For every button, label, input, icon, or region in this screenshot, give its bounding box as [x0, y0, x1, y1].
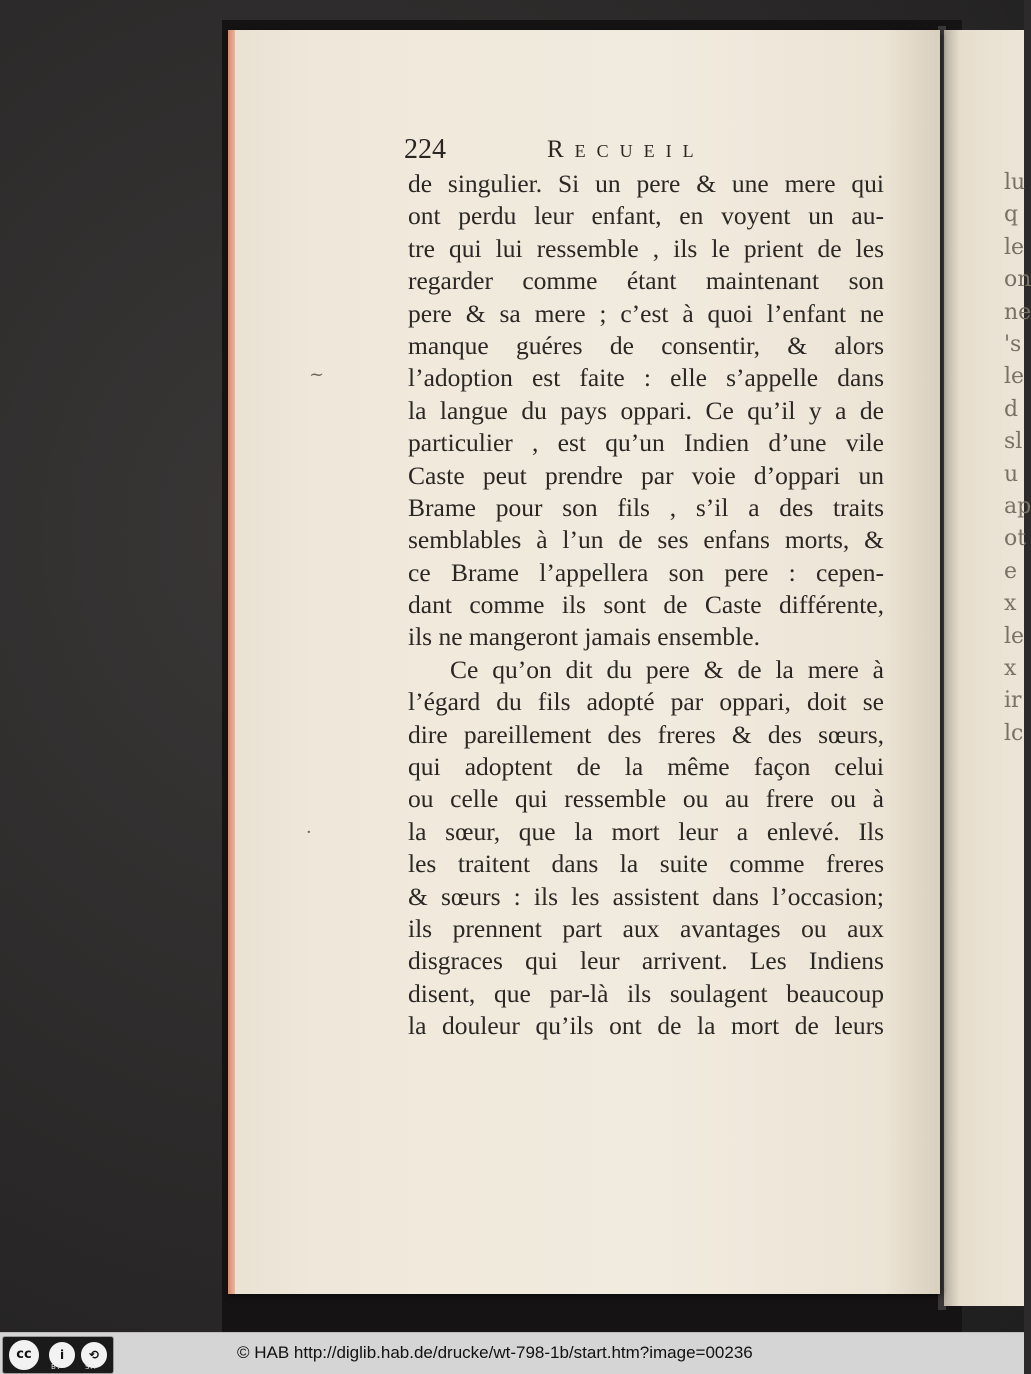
facing-page-fragment: le: [1004, 234, 1025, 260]
facing-page-fragment: ne: [1004, 299, 1031, 325]
facing-page-fragment: u: [1004, 461, 1019, 487]
page-number: 224: [404, 134, 446, 165]
facing-page-fragment: x: [1004, 591, 1017, 617]
text-line: tre qui lui ressemble , ils le prient de les: [408, 233, 884, 263]
text-line: la sœur, que la mort leur a enlevé. Ils: [408, 816, 884, 846]
text-line: Ce qu’on dit du pere & de la mere à: [450, 654, 884, 684]
facing-page-fragment: lu: [1004, 170, 1026, 195]
facing-page-fragment: le: [1004, 623, 1025, 649]
text-line: Caste peut prendre par voie d’oppari un: [408, 460, 884, 490]
facing-page-fragment: x: [1004, 656, 1017, 681]
facing-page-fragment: on: [1004, 267, 1031, 293]
text-line: disgraces qui leur arrivent. Les Indiens: [408, 946, 884, 976]
text-line: Brame pour son fils , s’il a des traits: [408, 492, 884, 522]
text-line: particulier , est qu’un Indien d’une vile: [408, 428, 884, 458]
text-line: la langue du pays oppari. Ce qu’il y a de: [408, 395, 884, 425]
text-line: ce Brame l’appellera son pere : cepen-: [408, 557, 884, 587]
facing-page-fragment: q: [1004, 202, 1019, 228]
by-label: BY: [51, 1363, 62, 1371]
facing-page-fragment: d: [1004, 396, 1019, 422]
text-line: de singulier. Si un pere & une mere qui: [408, 169, 884, 198]
text-line: dire pareillement des freres & des sœurs,: [408, 719, 884, 749]
text-line: dant comme ils sont de Caste différente,: [408, 590, 884, 620]
copyright-credit[interactable]: © HAB http://diglib.hab.de/drucke/wt-798-1b/start.htm?image=00236: [237, 1343, 753, 1362]
ink-mark: ~: [309, 364, 325, 385]
facing-page-fragment: e: [1004, 558, 1018, 584]
text-line: & sœurs : ils les assistent dans l’occasion;: [408, 881, 884, 911]
cc-icon: cc: [7, 1338, 41, 1372]
facing-page-fragment: ap: [1004, 494, 1031, 519]
facing-page-fragment: 's: [1004, 332, 1022, 357]
text-line: les traitent dans la suite comme freres: [408, 849, 884, 879]
page-body-text: [408, 168, 884, 1043]
facing-page-fragment: lc: [1004, 720, 1024, 746]
cc-license-badge[interactable]: [2, 1336, 114, 1374]
ink-mark: ·: [306, 822, 312, 843]
text-line: manque guéres de consentir, & alors: [408, 330, 884, 360]
text-line: qui adoptent de la même façon celui: [408, 752, 884, 782]
sa-label: SA: [85, 1363, 97, 1371]
text-line: ils ne mangeront jamais ensemble.: [408, 622, 760, 652]
text-line: semblables à l’un de ses enfans morts, &: [408, 525, 884, 555]
text-line: pere & sa mere ; c’est à quoi l’enfant ne: [408, 298, 884, 328]
text-line: ou celle qui ressemble ou au frere ou à: [408, 784, 884, 814]
text-line: l’égard du fils adopté par oppari, doit se: [408, 687, 884, 717]
facing-page-fragment: le: [1004, 364, 1025, 390]
text-line: la douleur qu’ils ont de la mort de leurs: [408, 1011, 884, 1041]
share-alike-icon: ⟲: [79, 1340, 109, 1370]
text-line: ils prennent part aux avantages ou aux: [408, 913, 884, 943]
text-line: ont perdu leur enfant, en voyent un au-: [408, 201, 884, 231]
attribution-icon: i: [47, 1340, 77, 1370]
text-line: disent, que par-là ils soulagent beaucoup: [408, 978, 884, 1008]
facing-page-fragment: sl: [1004, 429, 1023, 455]
facing-page-fragment: ir: [1004, 688, 1022, 714]
page-header: [404, 134, 884, 170]
text-line: l’adoption est faite : elle s’appelle dans: [408, 363, 884, 393]
facing-page-fragment: ot: [1004, 526, 1027, 552]
page-red-edge: [228, 30, 235, 1294]
text-line: regarder comme étant maintenant son: [408, 266, 884, 296]
running-title: Recueil: [547, 136, 705, 163]
footer-bar: [0, 1332, 1024, 1374]
